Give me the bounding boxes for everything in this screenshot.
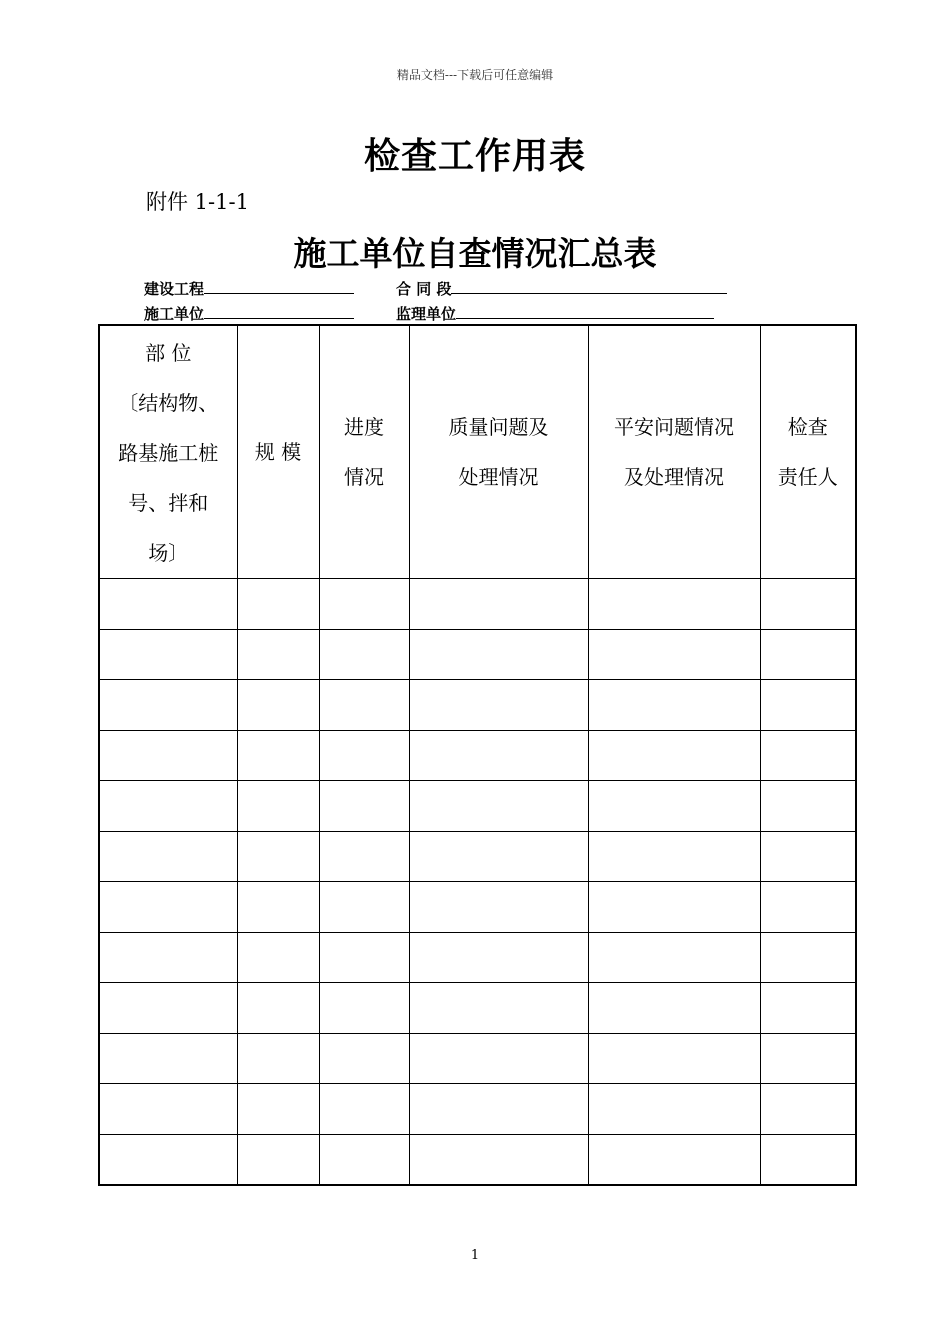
table-header-row: [99, 325, 856, 579]
table-row: [99, 932, 856, 983]
project-blank[interactable]: [204, 279, 354, 294]
header-safety-line: 平安问题情况: [614, 415, 734, 439]
table-cell[interactable]: [588, 781, 760, 832]
table-cell[interactable]: [237, 831, 319, 882]
table-cell[interactable]: [237, 629, 319, 680]
contract-field: [396, 278, 727, 299]
table-cell[interactable]: [760, 831, 856, 882]
table-cell[interactable]: [409, 579, 588, 630]
table-cell[interactable]: [409, 882, 588, 933]
table-cell[interactable]: [99, 1033, 237, 1084]
table-cell[interactable]: [409, 1084, 588, 1135]
table-cell[interactable]: [237, 983, 319, 1034]
header-progress: [319, 325, 409, 579]
table-row: [99, 1134, 856, 1185]
table-cell[interactable]: [588, 831, 760, 882]
contractor-blank[interactable]: [204, 304, 354, 319]
table-cell[interactable]: [409, 983, 588, 1034]
table-cell[interactable]: [237, 1084, 319, 1135]
header-inspector-line: 责任人: [777, 465, 838, 489]
table-cell[interactable]: [760, 932, 856, 983]
header-location-line: 号、拌和: [128, 491, 209, 515]
table-cell[interactable]: [319, 730, 409, 781]
table-cell[interactable]: [409, 680, 588, 731]
table-row: [99, 831, 856, 882]
table-cell[interactable]: [99, 831, 237, 882]
table-cell[interactable]: [409, 1134, 588, 1185]
table-row: [99, 983, 856, 1034]
table-cell[interactable]: [760, 882, 856, 933]
header-inspector: [760, 325, 856, 579]
table-row: [99, 629, 856, 680]
table-cell[interactable]: [99, 932, 237, 983]
header-location-line: 场〕: [148, 541, 189, 565]
table-cell[interactable]: [99, 882, 237, 933]
table-cell[interactable]: [319, 629, 409, 680]
supervisor-label: 监理单位: [396, 305, 457, 323]
table-cell[interactable]: [588, 730, 760, 781]
table-cell[interactable]: [237, 1134, 319, 1185]
table-cell[interactable]: [99, 1084, 237, 1135]
table-row: [99, 1033, 856, 1084]
table-cell[interactable]: [237, 730, 319, 781]
table-cell[interactable]: [319, 1084, 409, 1135]
table-cell[interactable]: [319, 1033, 409, 1084]
table-cell[interactable]: [760, 1134, 856, 1185]
table-cell[interactable]: [409, 831, 588, 882]
supervisor-field: [396, 303, 714, 324]
header-progress-line: 进度: [344, 415, 384, 439]
table-cell[interactable]: [760, 730, 856, 781]
table-cell[interactable]: [99, 781, 237, 832]
table-cell[interactable]: [237, 932, 319, 983]
table-row: [99, 680, 856, 731]
table-cell[interactable]: [319, 882, 409, 933]
table-cell[interactable]: [760, 680, 856, 731]
table-cell[interactable]: [588, 579, 760, 630]
table-cell[interactable]: [760, 983, 856, 1034]
table-cell[interactable]: [409, 730, 588, 781]
header-location-line: 路基施工桩: [118, 441, 219, 465]
header-scale: [237, 325, 319, 579]
table-cell[interactable]: [319, 831, 409, 882]
project-field: [144, 278, 354, 299]
table-cell[interactable]: [588, 680, 760, 731]
table-cell[interactable]: [319, 932, 409, 983]
table-cell[interactable]: [319, 983, 409, 1034]
inspection-table: [98, 324, 857, 1186]
contract-blank[interactable]: [451, 279, 727, 294]
form-title: 施工单位自查情况汇总表: [293, 234, 657, 273]
table-cell[interactable]: [99, 730, 237, 781]
table-cell[interactable]: [760, 1033, 856, 1084]
table-cell[interactable]: [319, 680, 409, 731]
table-row: [99, 781, 856, 832]
table-cell[interactable]: [99, 1134, 237, 1185]
table-cell[interactable]: [588, 1084, 760, 1135]
header-inspector-line: 检查: [787, 415, 828, 439]
table-row: [99, 579, 856, 630]
table-cell[interactable]: [237, 579, 319, 630]
header-progress-line: 情况: [344, 465, 384, 489]
table-cell[interactable]: [588, 629, 760, 680]
table-cell[interactable]: [760, 781, 856, 832]
table-cell[interactable]: [588, 882, 760, 933]
supervisor-blank[interactable]: [456, 304, 714, 319]
table-cell[interactable]: [409, 1033, 588, 1084]
header-note: 精品文档---下载后可任意编辑: [396, 68, 554, 82]
table-cell[interactable]: [409, 629, 588, 680]
table-cell[interactable]: [99, 680, 237, 731]
table-cell[interactable]: [588, 932, 760, 983]
table-cell[interactable]: [409, 781, 588, 832]
table-cell[interactable]: [237, 882, 319, 933]
header-safety-line: 及处理情况: [624, 465, 724, 489]
table-cell[interactable]: [237, 781, 319, 832]
table-cell[interactable]: [319, 579, 409, 630]
contractor-label: 施工单位: [144, 305, 205, 323]
table-cell[interactable]: [588, 983, 760, 1034]
table-cell[interactable]: [99, 629, 237, 680]
table-cell[interactable]: [760, 1084, 856, 1135]
table-cell[interactable]: [99, 983, 237, 1034]
header-quality-line: 处理情况: [458, 465, 539, 489]
table-cell[interactable]: [319, 781, 409, 832]
table-row: [99, 1084, 856, 1135]
contract-label: 合 同 段: [396, 280, 452, 298]
table-cell[interactable]: [588, 1134, 760, 1185]
header-quality-line: 质量问题及: [448, 415, 549, 439]
header-quality: [409, 325, 588, 579]
table-cell[interactable]: [760, 629, 856, 680]
table-cell[interactable]: [237, 680, 319, 731]
project-label: 建设工程: [144, 280, 205, 298]
header-safety: [588, 325, 760, 579]
attachment-number: 附件 1-1-1: [146, 190, 249, 214]
table-body: [99, 325, 856, 1185]
header-location-line: 〔结构物、: [118, 391, 219, 415]
main-title: 检查工作用表: [363, 135, 586, 177]
page-number: 1: [470, 1248, 480, 1263]
table-cell[interactable]: [409, 932, 588, 983]
header-scale-line: 规 模: [254, 440, 302, 464]
contractor-field: [144, 303, 354, 324]
table-cell[interactable]: [319, 1134, 409, 1185]
table-cell[interactable]: [588, 1033, 760, 1084]
header-location: [99, 325, 237, 579]
table-cell[interactable]: [99, 579, 237, 630]
table-row: [99, 882, 856, 933]
table-cell[interactable]: [237, 1033, 319, 1084]
table-row: [99, 730, 856, 781]
header-location-line: 部 位: [145, 341, 192, 365]
table-cell[interactable]: [760, 579, 856, 630]
